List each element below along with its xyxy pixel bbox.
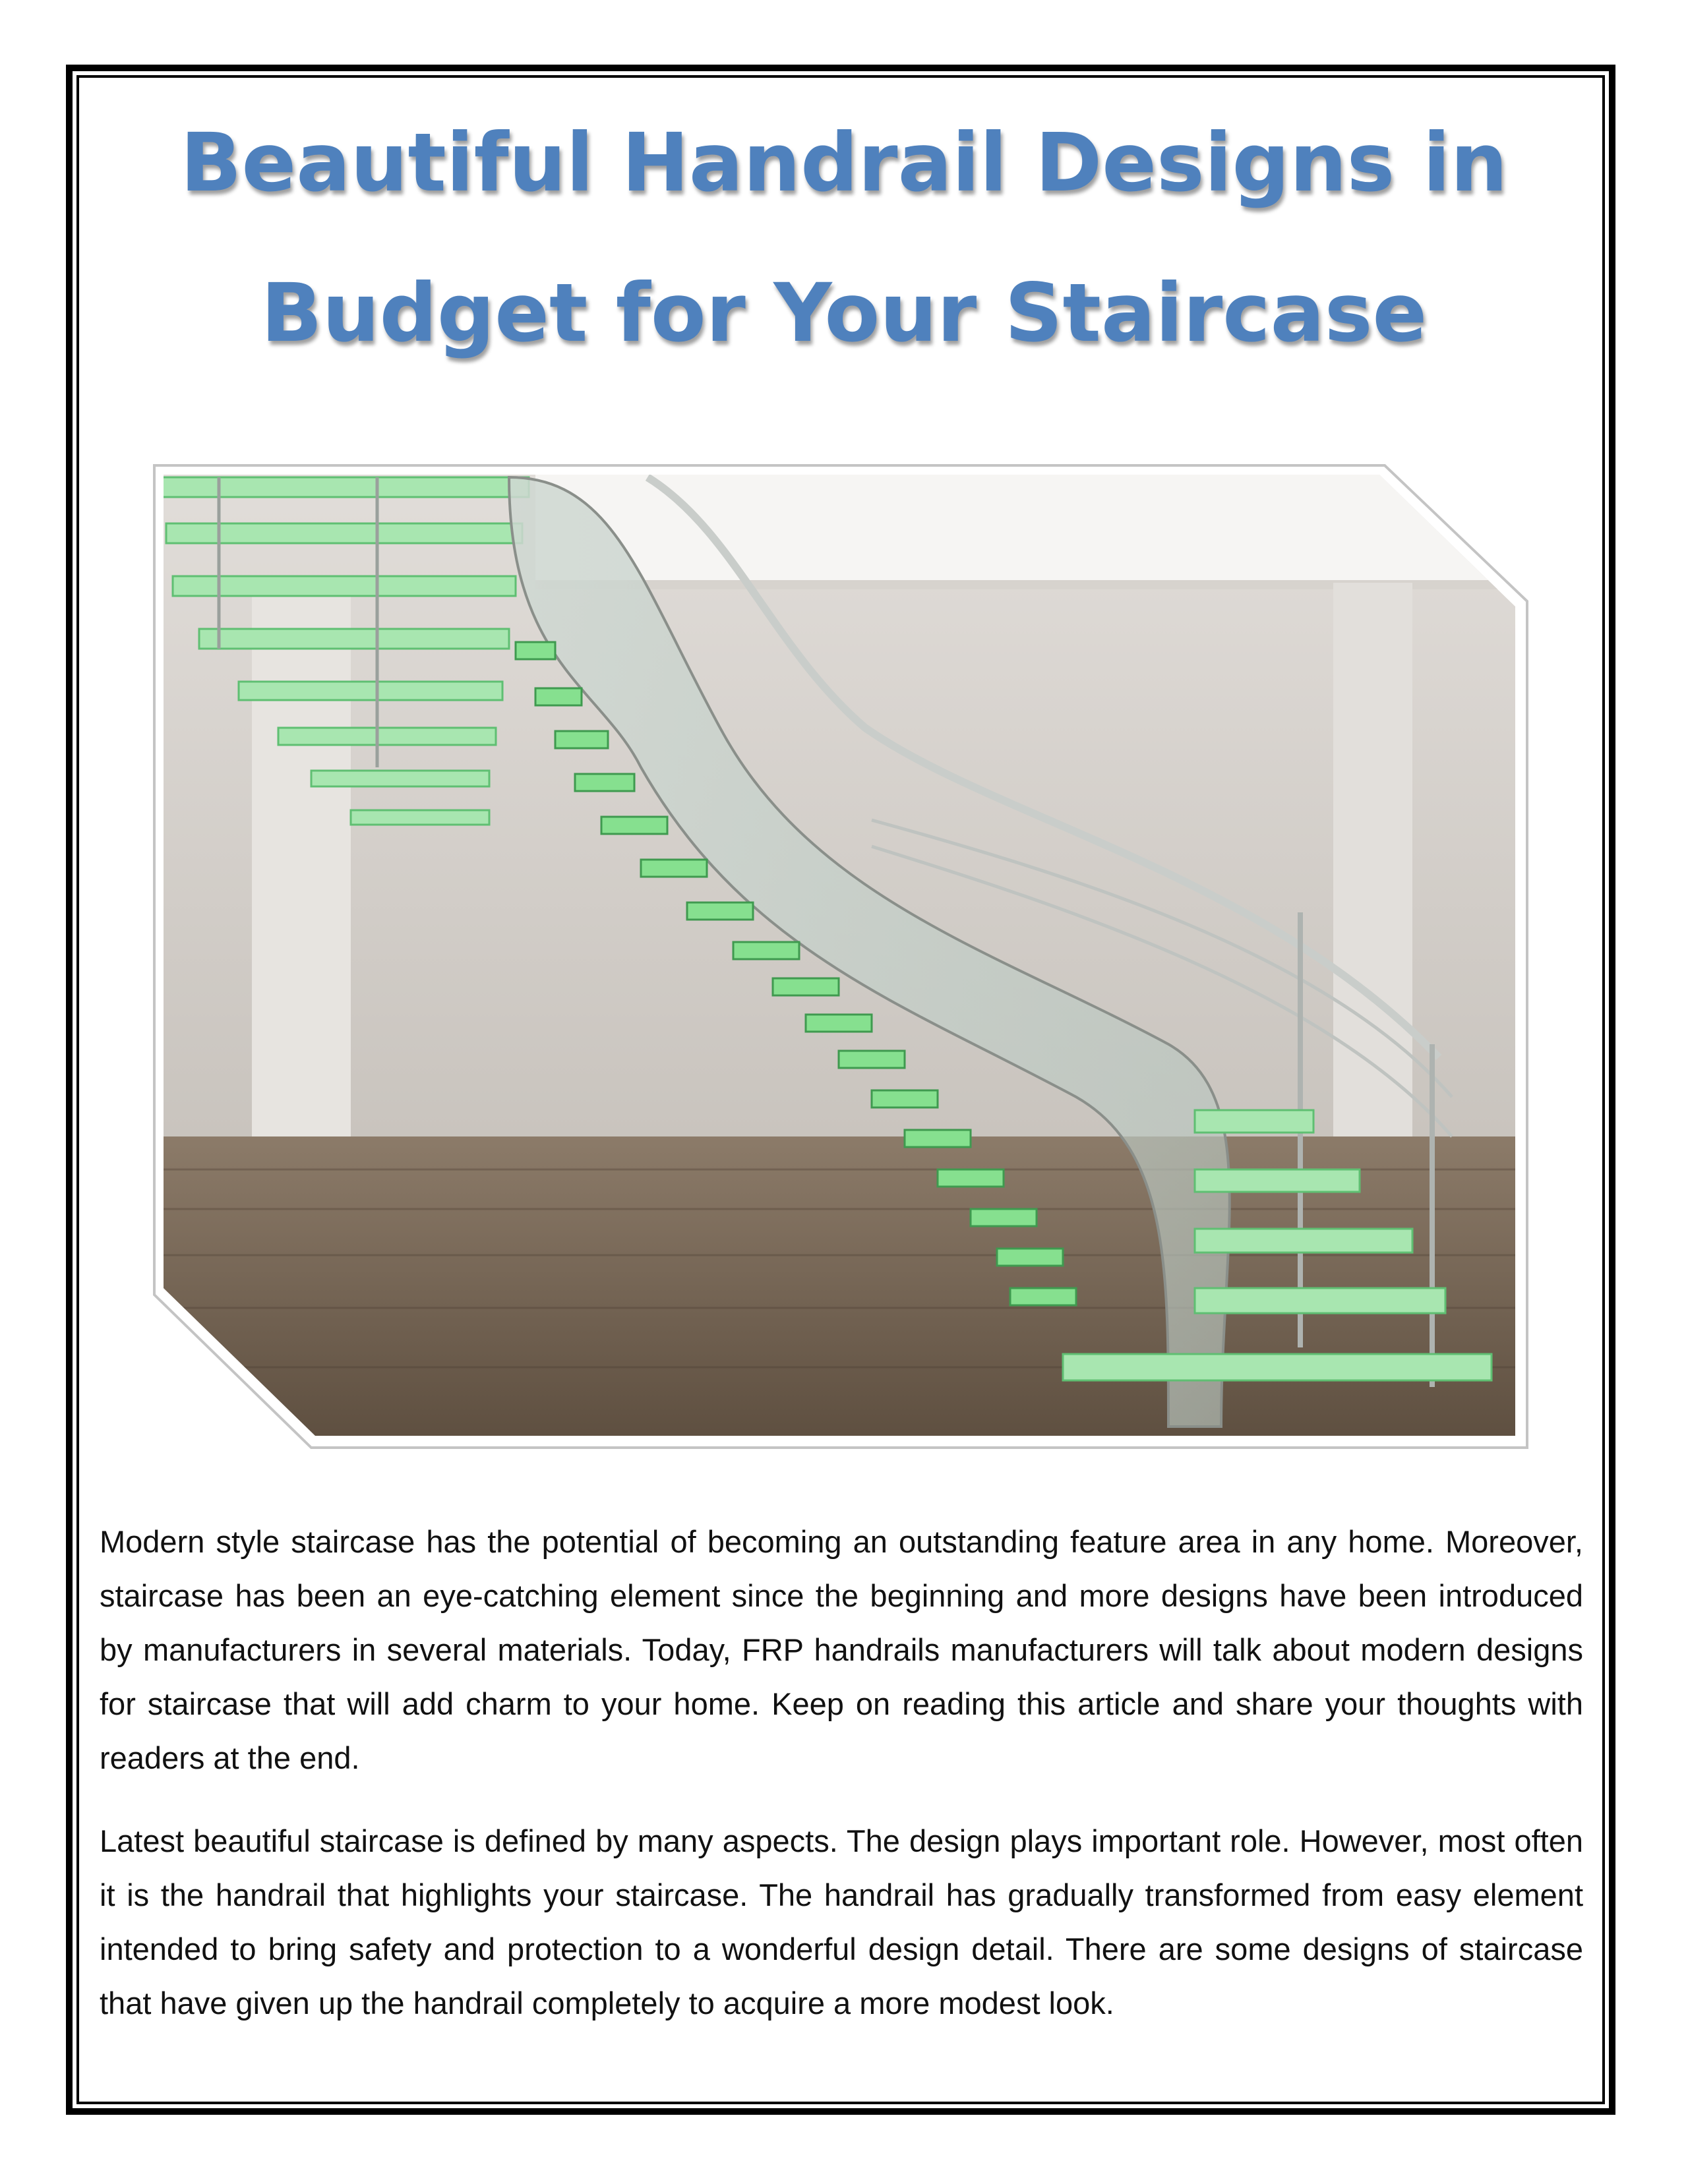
body-paragraph-1: Modern style staircase has the potential of becoming an outstanding feature area in any home. Moreover, staircase has been an eye-catching element since the beginning and more designs have been introduced by manufacturers in several materials. Today, FRP handrails manufacturers will talk about modern designs for staircase that will add charm to your home. Keep on reading this article and share your thoughts with readers at the end. [100, 1524, 1583, 1775]
document-title-line-2: Budget for Your Staircase [260, 266, 1428, 360]
document-title-line-1: Beautiful Handrail Designs in [180, 116, 1508, 210]
body-paragraph-2: Latest beautiful staircase is defined by many aspects. The design plays important role. However, most often it is the handrail that highlights your staircase. The handrail has gradually transformed from easy element intended to bring safety and protection to a wonderful design detail. There are some designs of staircase that have given up the handrail completely to acquire a more modest look. [100, 1823, 1583, 2021]
staircase-photo [140, 451, 1540, 1461]
